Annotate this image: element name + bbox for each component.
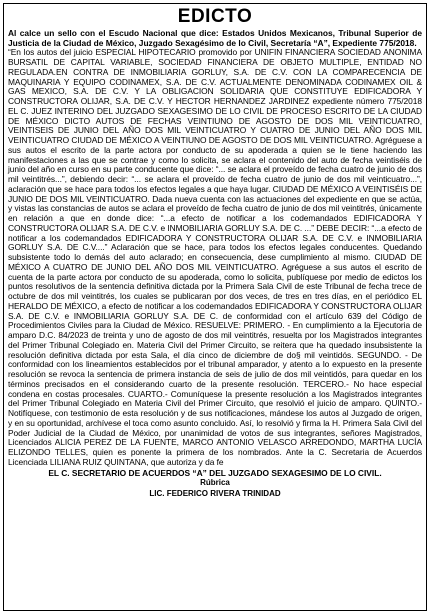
edict-title: EDICTO: [177, 6, 253, 27]
seal-header: Al calce un sello con el Escudo Nacional que dice: Estados Unidos Mexicanos, Tribunal Superior de Justicia de la Ciudad de México, Juzgado Sexagésimo de lo Civil, Secretaría “A”, Expediente 775/2018.: [8, 28, 422, 48]
signature-rubric: Rúbrica: [200, 478, 230, 488]
edict-notice: [3, 3, 427, 611]
signature-title: EL C. SECRETARIO DE ACUERDOS “A” DEL JUZGADO SEXAGESIMO DE LO CIVIL.: [48, 467, 382, 478]
signature-name: LIC. FEDERICO RIVERA TRINIDAD: [149, 488, 281, 498]
edict-body: “En los autos del juicio ESPECIAL HIPOTECARIO promovido por UNIFIN FINANCIERA SOCIEDAD ANONIMA BURSATIL DE CAPITAL VARIABLE, SOCIEDAD FINANCIERA DE OBJETO MULTIPLE, ENTIDAD NO REGULADA.EN CONTRA DE INMOBILIARIA GORLUY, S.A. DE C.V. CON LA COMPARECENCIA DE MAQUINARIA Y EQUIPO CODINAMEX, S.A. DE C.V. ACTUALMENTE DENOMINADA CODINAMEX OIL & GAS MEXICO, S.A. DE C.V. Y LA OBLIGACION SOLIDARIA QUE CONSTITUYE EDIFICADORA Y CONSTRUCTORA OLIJAR, S.A. DE C.V. Y HECTOR HERNANDEZ JARDINEZ expediente número 775/2018 EL C. JUEZ INTERINO DEL JUZGADO SEXAGESIMO DE LO CIVIL DE PROCESO ESCRITO DE LA CIUDAD DE MÉXICO DICTO AUTOS DE FECHAS VEINTIUNO DE AGOSTO DE DOS MIL VEINTICUATRO, VEINTISEIS DE JUNIO DEL AÑO DOS MIL VEINTICUATRO Y CUATRO DE JUNIO DEL AÑO DOS MIL VEINTICUATRO CIUDAD DE MÉXICO A VEINTIUNO DE AGOSTO DE DOS MIL VEINTICUATRO. Agréguese a sus autos el escrito de la parte actora por conducto de su apoderada a quien se le tiene haciendo las manifestaciones a las que se contrae y como lo solicita, se aclara el contenido del auto de fecha veintiséis de junio del año en curso en su parte conducente que dice: “... se aclara el proveído de fecha cuatro de junio de dos mil veintitrés...”, debiendo decir: “... se aclara el proveído de fecha cuatro de junio de dos mil veinticuatro...”, aclaración que se hace para todos los efectos legales a que haya lugar. CIUDAD DE MÉXICO A VEINTISÉIS DE JUNIO DE DOS MIL VEINTICUATRO. Dada nueva cuenta con las actuaciones del expediente en que se actúa, y vistas las constancias de autos se aclara el proveído de fecha cuatro de junio de dos mil veintitrés, únicamente en relación a que en donde dice: “...a efecto de notificar a los codemandados EDIFICADORA Y CONSTRUCTORA OLIJAR S.A. DE C.V. e INMOBILIARIA GORLUY S.A. DE C. ...” DEBE DECIR: “...a efecto de notificar a los codemandados EDIFICADORA Y CONSTRUCTORA OLIJAR S.A. DE C.V. e INMOBILIARIA GORLUY S.A. DE C.V....” Aclaración que se hace, para todos los efectos legales conducentes. Quedando subsistente todo lo demás del auto aclarado; en consecuencia, dese cumplimiento al mismo. CIUDAD DE MÉXICO A CUATRO DE JUNIO DEL AÑO DOS MIL VEINTICUATRO. Agréguese a sus autos el escrito de cuenta de la parte actora por conducto de su apoderada, como lo solicita, publíquese por medio de edictos los puntos resolutivos de la sentencia definitiva dictada por la Primera Sala Civil de este Tribunal de fecha trece de octubre de dos mil veintitrés, los cuales se publicaran por dos veces, de tres en tres días, en el periódico EL HERALDO DE MÉXICO, a efecto de notificar a los codemandados EDIFICADORA Y CONSTRUCTORA OLIJAR S.A. DE C.V. e INMOBILIARIA GORLUY S.A. DE C. de conformidad con el artículo 639 del Código de Procedimientos Civiles para la Ciudad de México. RESUELVE: PRIMERO. - En cumplimiento a la Ejecutoria de amparo D.C. 84/2023 de treinta y uno de agosto de dos mil veintitrés, resuelta por los Magistrados integrantes del Primer Tribunal Colegiado en. Materia Civil del Primer Circuito, se reitera que ha quedado insubsistente la resolución definitiva dictada por esta Sala, el día cinco de diciembre de do§ mil veintidós. SEGUNDO. - De conformidad con los lineamientos establecidos por el tribunal amparador, y atento a lo expuesto en la presente resolución se revoca la sentencia de primera instancia de seis de julio de dos mil veintidós, para quedar en los términos precisados en el considerando cuarto de la presente resolución. TERCERO.- No hace especial condena en costas procesales. CUARTO.- Comuníquese la presente resolución a los Magistrados integrantes del Primer Tribunal Colegiado en Materia Civil del Primer Circuito, que resolvió el juicio de amparo. QUINTO.- Notifíquese, con testimonio de esta resolución y de sus notificaciones, mándese los autos al Juzgado de origen, y en su oportunidad, archívese el toca como asunto concluido. Así, lo resolvió y firma la H. Primera Sala Civil del Poder Judicial de la Ciudad de México, por unanimidad de votos de sus integrantes, señores Magistrados, Licenciados ALICIA PEREZ DE LA FUENTE, MARCO ANTONIO VELASCO ARREDONDO, MARTHA LUCÍA ELIZONDO TELLES, quien es ponente la primera de los nombrados. Ante la C. Secretaria de Acuerdos Licenciada LILIANA RUIZ QUINTANA, que autoriza y da fe: [8, 47, 422, 467]
